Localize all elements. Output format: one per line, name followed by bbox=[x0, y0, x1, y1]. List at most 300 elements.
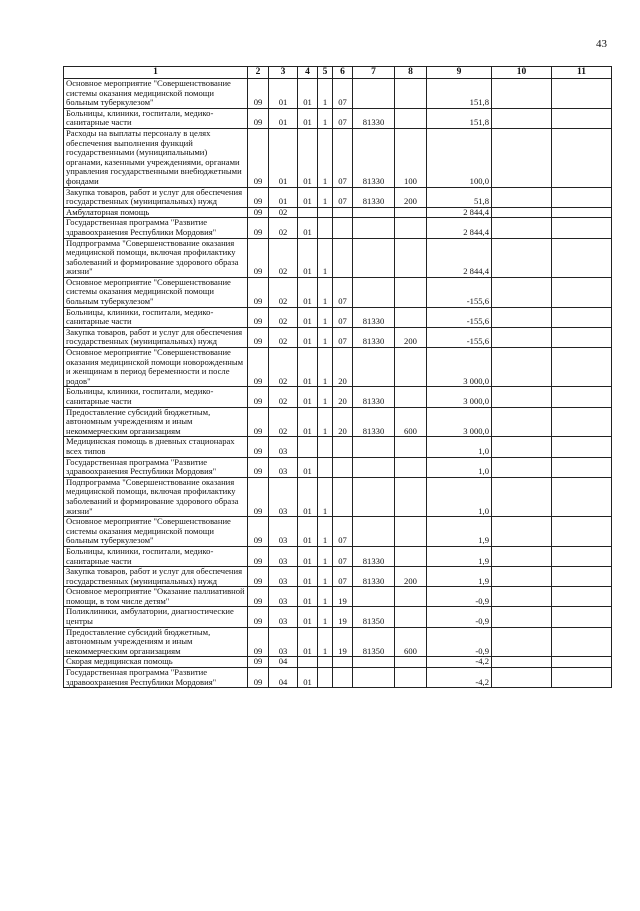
cell-expense-type bbox=[395, 108, 427, 128]
cell-name: Основное мероприятие "Совершенствование оказания медицинской помощи новорожденным и женщинам в период беременности и после родов" bbox=[64, 348, 248, 387]
col-header-5: 5 bbox=[318, 67, 333, 79]
cell-col-11 bbox=[552, 627, 612, 657]
table-row bbox=[64, 407, 612, 437]
cell-subprogram: 1 bbox=[318, 407, 333, 437]
cell-expense-type bbox=[395, 477, 427, 516]
cell-program: 01 bbox=[298, 607, 318, 627]
cell-subprogram bbox=[318, 657, 333, 668]
cell-subsection: 02 bbox=[269, 277, 298, 307]
cell-subsection: 04 bbox=[269, 668, 298, 688]
cell-event bbox=[333, 668, 353, 688]
cell-col-11 bbox=[552, 657, 612, 668]
cell-subsection: 01 bbox=[269, 79, 298, 109]
cell-col-11 bbox=[552, 79, 612, 109]
cell-name: Скорая медицинская помощь bbox=[64, 657, 248, 668]
cell-subprogram: 1 bbox=[318, 517, 333, 547]
cell-event bbox=[333, 457, 353, 477]
cell-program: 01 bbox=[298, 128, 318, 187]
cell-section: 09 bbox=[248, 567, 269, 587]
table-row bbox=[64, 546, 612, 566]
table-row bbox=[64, 607, 612, 627]
cell-target-article: 81330 bbox=[353, 567, 395, 587]
col-header-2: 2 bbox=[248, 67, 269, 79]
cell-subprogram: 1 bbox=[318, 477, 333, 516]
table-row bbox=[64, 218, 612, 238]
cell-subsection: 02 bbox=[269, 238, 298, 277]
table-row bbox=[64, 238, 612, 277]
cell-program: 01 bbox=[298, 327, 318, 347]
cell-col-10 bbox=[492, 668, 552, 688]
cell-subprogram bbox=[318, 437, 333, 457]
cell-event: 07 bbox=[333, 546, 353, 566]
cell-program: 01 bbox=[298, 407, 318, 437]
cell-col-11 bbox=[552, 437, 612, 457]
col-header-3: 3 bbox=[269, 67, 298, 79]
cell-expense-type bbox=[395, 238, 427, 277]
cell-subsection: 01 bbox=[269, 108, 298, 128]
table-row bbox=[64, 207, 612, 218]
cell-subsection: 03 bbox=[269, 477, 298, 516]
cell-col-10 bbox=[492, 477, 552, 516]
cell-target-article: 81330 bbox=[353, 387, 395, 407]
cell-target-article: 81330 bbox=[353, 128, 395, 187]
cell-name: Расходы на выплаты персоналу в целях обеспечения выполнения функций государственными (муниципальными) органами, казенными учреждениями, органами управления государственными внебюджетными фондами bbox=[64, 128, 248, 187]
cell-expense-type bbox=[395, 457, 427, 477]
cell-amount: -155,6 bbox=[427, 327, 492, 347]
cell-expense-type: 200 bbox=[395, 567, 427, 587]
cell-expense-type bbox=[395, 437, 427, 457]
cell-program: 01 bbox=[298, 567, 318, 587]
cell-subsection: 02 bbox=[269, 407, 298, 437]
cell-event bbox=[333, 238, 353, 277]
col-header-7: 7 bbox=[353, 67, 395, 79]
cell-subprogram: 1 bbox=[318, 627, 333, 657]
table-row bbox=[64, 668, 612, 688]
cell-expense-type bbox=[395, 79, 427, 109]
cell-program: 01 bbox=[298, 218, 318, 238]
cell-section: 09 bbox=[248, 477, 269, 516]
cell-section: 09 bbox=[248, 627, 269, 657]
table-row bbox=[64, 657, 612, 668]
cell-program: 01 bbox=[298, 238, 318, 277]
cell-event bbox=[333, 477, 353, 516]
cell-subsection: 03 bbox=[269, 567, 298, 587]
cell-name: Закупка товаров, работ и услуг для обеспечения государственных (муниципальных) нужд bbox=[64, 327, 248, 347]
cell-expense-type bbox=[395, 546, 427, 566]
cell-subprogram: 1 bbox=[318, 567, 333, 587]
cell-event: 07 bbox=[333, 307, 353, 327]
cell-target-article bbox=[353, 218, 395, 238]
table-row bbox=[64, 567, 612, 587]
col-header-11: 11 bbox=[552, 67, 612, 79]
cell-subsection: 02 bbox=[269, 307, 298, 327]
col-header-10: 10 bbox=[492, 67, 552, 79]
table-row bbox=[64, 187, 612, 207]
cell-section: 09 bbox=[248, 277, 269, 307]
cell-amount: 151,8 bbox=[427, 108, 492, 128]
cell-name: Больницы, клиники, госпитали, медико-санитарные части bbox=[64, 108, 248, 128]
cell-subsection: 02 bbox=[269, 327, 298, 347]
cell-col-11 bbox=[552, 477, 612, 516]
cell-expense-type: 200 bbox=[395, 187, 427, 207]
cell-section: 09 bbox=[248, 348, 269, 387]
cell-amount: -4,2 bbox=[427, 657, 492, 668]
cell-col-10 bbox=[492, 546, 552, 566]
cell-col-11 bbox=[552, 207, 612, 218]
cell-program: 01 bbox=[298, 79, 318, 109]
cell-section: 09 bbox=[248, 307, 269, 327]
cell-target-article bbox=[353, 457, 395, 477]
cell-event: 07 bbox=[333, 128, 353, 187]
cell-subprogram bbox=[318, 457, 333, 477]
table-row bbox=[64, 108, 612, 128]
cell-col-11 bbox=[552, 348, 612, 387]
cell-amount: 1,9 bbox=[427, 567, 492, 587]
cell-section: 09 bbox=[248, 128, 269, 187]
cell-program: 01 bbox=[298, 187, 318, 207]
cell-event: 07 bbox=[333, 517, 353, 547]
cell-expense-type bbox=[395, 207, 427, 218]
cell-col-10 bbox=[492, 187, 552, 207]
cell-subsection: 04 bbox=[269, 657, 298, 668]
cell-col-11 bbox=[552, 218, 612, 238]
cell-name: Основное мероприятие "Совершенствование системы оказания медицинской помощи больным туберкулезом" bbox=[64, 277, 248, 307]
cell-target-article bbox=[353, 517, 395, 547]
cell-program: 01 bbox=[298, 307, 318, 327]
table-row bbox=[64, 457, 612, 477]
cell-col-10 bbox=[492, 587, 552, 607]
cell-amount: -155,6 bbox=[427, 307, 492, 327]
cell-subprogram: 1 bbox=[318, 79, 333, 109]
cell-col-11 bbox=[552, 567, 612, 587]
cell-subsection: 01 bbox=[269, 128, 298, 187]
cell-section: 09 bbox=[248, 587, 269, 607]
cell-section: 09 bbox=[248, 607, 269, 627]
cell-amount: 1,0 bbox=[427, 457, 492, 477]
cell-expense-type bbox=[395, 517, 427, 547]
cell-subsection: 03 bbox=[269, 517, 298, 547]
cell-col-11 bbox=[552, 307, 612, 327]
table-row bbox=[64, 307, 612, 327]
cell-expense-type bbox=[395, 307, 427, 327]
cell-event: 07 bbox=[333, 277, 353, 307]
cell-program: 01 bbox=[298, 668, 318, 688]
cell-target-article bbox=[353, 277, 395, 307]
cell-target-article bbox=[353, 207, 395, 218]
cell-name: Государственная программа "Развитие здравоохранения Республики Мордовия" bbox=[64, 457, 248, 477]
cell-subsection: 02 bbox=[269, 348, 298, 387]
cell-target-article bbox=[353, 657, 395, 668]
cell-amount: 100,0 bbox=[427, 128, 492, 187]
cell-amount: 3 000,0 bbox=[427, 387, 492, 407]
cell-col-10 bbox=[492, 207, 552, 218]
cell-col-11 bbox=[552, 607, 612, 627]
cell-event: 07 bbox=[333, 108, 353, 128]
cell-expense-type bbox=[395, 387, 427, 407]
cell-name: Основное мероприятие "Оказание паллиативной помощи, в том числе детям" bbox=[64, 587, 248, 607]
col-header-9: 9 bbox=[427, 67, 492, 79]
cell-section: 09 bbox=[248, 407, 269, 437]
cell-event: 19 bbox=[333, 627, 353, 657]
cell-program: 01 bbox=[298, 348, 318, 387]
cell-amount: 2 844,4 bbox=[427, 207, 492, 218]
cell-expense-type bbox=[395, 218, 427, 238]
cell-col-10 bbox=[492, 407, 552, 437]
cell-program: 01 bbox=[298, 108, 318, 128]
cell-subprogram: 1 bbox=[318, 387, 333, 407]
cell-expense-type: 100 bbox=[395, 128, 427, 187]
table-row bbox=[64, 277, 612, 307]
cell-col-10 bbox=[492, 277, 552, 307]
cell-col-10 bbox=[492, 238, 552, 277]
cell-section: 09 bbox=[248, 657, 269, 668]
cell-program: 01 bbox=[298, 457, 318, 477]
cell-subsection: 03 bbox=[269, 437, 298, 457]
cell-subprogram bbox=[318, 218, 333, 238]
cell-amount: 51,8 bbox=[427, 187, 492, 207]
cell-subsection: 03 bbox=[269, 457, 298, 477]
cell-section: 09 bbox=[248, 546, 269, 566]
cell-section: 09 bbox=[248, 238, 269, 277]
cell-section: 09 bbox=[248, 79, 269, 109]
cell-col-10 bbox=[492, 567, 552, 587]
cell-expense-type: 600 bbox=[395, 407, 427, 437]
table-row bbox=[64, 627, 612, 657]
cell-event: 07 bbox=[333, 327, 353, 347]
cell-subprogram: 1 bbox=[318, 348, 333, 387]
cell-event: 19 bbox=[333, 587, 353, 607]
cell-subprogram bbox=[318, 668, 333, 688]
cell-program: 01 bbox=[298, 477, 318, 516]
col-header-6: 6 bbox=[333, 67, 353, 79]
cell-program: 01 bbox=[298, 277, 318, 307]
cell-program: 01 bbox=[298, 587, 318, 607]
cell-name: Больницы, клиники, госпитали, медико-санитарные части bbox=[64, 307, 248, 327]
cell-event: 07 bbox=[333, 567, 353, 587]
cell-name: Поликлиники, амбулатории, диагностические центры bbox=[64, 607, 248, 627]
cell-subprogram: 1 bbox=[318, 277, 333, 307]
cell-expense-type: 600 bbox=[395, 627, 427, 657]
cell-subsection: 03 bbox=[269, 546, 298, 566]
cell-event bbox=[333, 437, 353, 457]
cell-col-11 bbox=[552, 238, 612, 277]
cell-col-10 bbox=[492, 457, 552, 477]
cell-section: 09 bbox=[248, 207, 269, 218]
cell-name: Закупка товаров, работ и услуг для обеспечения государственных (муниципальных) нужд bbox=[64, 187, 248, 207]
cell-col-10 bbox=[492, 128, 552, 187]
table-row bbox=[64, 437, 612, 457]
cell-subprogram: 1 bbox=[318, 108, 333, 128]
cell-target-article: 81330 bbox=[353, 307, 395, 327]
cell-col-10 bbox=[492, 327, 552, 347]
cell-subsection: 02 bbox=[269, 387, 298, 407]
cell-subprogram: 1 bbox=[318, 327, 333, 347]
cell-expense-type bbox=[395, 657, 427, 668]
cell-event: 20 bbox=[333, 348, 353, 387]
cell-col-11 bbox=[552, 407, 612, 437]
cell-name: Подпрограмма "Совершенствование оказания медицинской помощи, включая профилактику заболеваний и формирование здорового образа жизни" bbox=[64, 238, 248, 277]
col-header-1: 1 bbox=[64, 67, 248, 79]
cell-col-11 bbox=[552, 277, 612, 307]
cell-expense-type: 200 bbox=[395, 327, 427, 347]
cell-col-11 bbox=[552, 668, 612, 688]
cell-col-10 bbox=[492, 387, 552, 407]
cell-expense-type bbox=[395, 607, 427, 627]
cell-target-article bbox=[353, 437, 395, 457]
col-header-8: 8 bbox=[395, 67, 427, 79]
cell-section: 09 bbox=[248, 108, 269, 128]
cell-section: 09 bbox=[248, 517, 269, 547]
cell-amount: -0,9 bbox=[427, 587, 492, 607]
cell-section: 09 bbox=[248, 218, 269, 238]
cell-name: Больницы, клиники, госпитали, медико-санитарные части bbox=[64, 546, 248, 566]
table-row bbox=[64, 128, 612, 187]
cell-subprogram bbox=[318, 207, 333, 218]
cell-target-article bbox=[353, 79, 395, 109]
cell-name: Амбулаторная помощь bbox=[64, 207, 248, 218]
cell-name: Государственная программа "Развитие здравоохранения Республики Мордовия" bbox=[64, 668, 248, 688]
cell-program bbox=[298, 657, 318, 668]
cell-amount: 1,9 bbox=[427, 546, 492, 566]
cell-target-article: 81330 bbox=[353, 108, 395, 128]
cell-expense-type bbox=[395, 277, 427, 307]
cell-event: 19 bbox=[333, 607, 353, 627]
table-row bbox=[64, 587, 612, 607]
cell-col-11 bbox=[552, 517, 612, 547]
cell-name: Больницы, клиники, госпитали, медико-санитарные части bbox=[64, 387, 248, 407]
cell-expense-type bbox=[395, 587, 427, 607]
cell-target-article bbox=[353, 668, 395, 688]
cell-subsection: 02 bbox=[269, 207, 298, 218]
page-number: 43 bbox=[596, 38, 607, 50]
cell-target-article: 81330 bbox=[353, 546, 395, 566]
cell-amount: 2 844,4 bbox=[427, 218, 492, 238]
cell-subprogram: 1 bbox=[318, 187, 333, 207]
cell-name: Предоставление субсидий бюджетным, автономным учреждениям и иным некоммерческим организациям bbox=[64, 627, 248, 657]
budget-table bbox=[63, 66, 612, 688]
cell-amount: -4,2 bbox=[427, 668, 492, 688]
cell-amount: -0,9 bbox=[427, 627, 492, 657]
cell-col-11 bbox=[552, 108, 612, 128]
cell-program: 01 bbox=[298, 627, 318, 657]
cell-program: 01 bbox=[298, 517, 318, 547]
cell-name: Медицинская помощь в дневных стационарах всех типов bbox=[64, 437, 248, 457]
cell-expense-type bbox=[395, 668, 427, 688]
cell-name: Основное мероприятие "Совершенствование системы оказания медицинской помощи больным туберкулезом" bbox=[64, 79, 248, 109]
cell-name: Предоставление субсидий бюджетным, автономным учреждениям и иным некоммерческим организациям bbox=[64, 407, 248, 437]
cell-section: 09 bbox=[248, 387, 269, 407]
cell-col-10 bbox=[492, 657, 552, 668]
cell-event bbox=[333, 207, 353, 218]
cell-section: 09 bbox=[248, 437, 269, 457]
cell-section: 09 bbox=[248, 187, 269, 207]
cell-name: Государственная программа "Развитие здравоохранения Республики Мордовия" bbox=[64, 218, 248, 238]
cell-name: Закупка товаров, работ и услуг для обеспечения государственных (муниципальных) нужд bbox=[64, 567, 248, 587]
cell-target-article: 81350 bbox=[353, 627, 395, 657]
cell-col-10 bbox=[492, 79, 552, 109]
cell-col-11 bbox=[552, 128, 612, 187]
cell-target-article: 81330 bbox=[353, 407, 395, 437]
cell-col-11 bbox=[552, 387, 612, 407]
cell-event: 20 bbox=[333, 387, 353, 407]
cell-col-11 bbox=[552, 546, 612, 566]
cell-amount: 3 000,0 bbox=[427, 407, 492, 437]
cell-subprogram: 1 bbox=[318, 587, 333, 607]
cell-event bbox=[333, 218, 353, 238]
cell-col-10 bbox=[492, 218, 552, 238]
cell-col-11 bbox=[552, 587, 612, 607]
cell-subsection: 03 bbox=[269, 607, 298, 627]
cell-event: 07 bbox=[333, 187, 353, 207]
table-row bbox=[64, 348, 612, 387]
cell-amount: 3 000,0 bbox=[427, 348, 492, 387]
cell-section: 09 bbox=[248, 668, 269, 688]
cell-amount: 151,8 bbox=[427, 79, 492, 109]
cell-col-10 bbox=[492, 517, 552, 547]
cell-expense-type bbox=[395, 348, 427, 387]
table-row bbox=[64, 327, 612, 347]
cell-subprogram: 1 bbox=[318, 546, 333, 566]
cell-program: 01 bbox=[298, 546, 318, 566]
cell-section: 09 bbox=[248, 457, 269, 477]
cell-target-article: 81350 bbox=[353, 607, 395, 627]
header-row bbox=[64, 67, 612, 79]
cell-col-11 bbox=[552, 327, 612, 347]
cell-col-10 bbox=[492, 348, 552, 387]
table-row bbox=[64, 79, 612, 109]
col-header-4: 4 bbox=[298, 67, 318, 79]
cell-target-article bbox=[353, 348, 395, 387]
cell-amount: 1,0 bbox=[427, 437, 492, 457]
cell-subprogram: 1 bbox=[318, 238, 333, 277]
cell-subprogram: 1 bbox=[318, 307, 333, 327]
cell-event: 07 bbox=[333, 79, 353, 109]
cell-subprogram: 1 bbox=[318, 128, 333, 187]
cell-col-10 bbox=[492, 108, 552, 128]
cell-amount: 1,9 bbox=[427, 517, 492, 547]
cell-target-article bbox=[353, 477, 395, 516]
cell-subsection: 03 bbox=[269, 627, 298, 657]
cell-subsection: 02 bbox=[269, 218, 298, 238]
cell-target-article: 81330 bbox=[353, 327, 395, 347]
table-row bbox=[64, 387, 612, 407]
cell-subsection: 01 bbox=[269, 187, 298, 207]
cell-amount: 2 844,4 bbox=[427, 238, 492, 277]
cell-amount: -0,9 bbox=[427, 607, 492, 627]
cell-amount: -155,6 bbox=[427, 277, 492, 307]
cell-col-11 bbox=[552, 457, 612, 477]
cell-target-article bbox=[353, 238, 395, 277]
cell-amount: 1,0 bbox=[427, 477, 492, 516]
cell-target-article: 81330 bbox=[353, 187, 395, 207]
cell-event bbox=[333, 657, 353, 668]
cell-program bbox=[298, 207, 318, 218]
cell-subprogram: 1 bbox=[318, 607, 333, 627]
cell-section: 09 bbox=[248, 327, 269, 347]
table-row bbox=[64, 517, 612, 547]
cell-program bbox=[298, 437, 318, 457]
cell-name: Подпрограмма "Совершенствование оказания медицинской помощи, включая профилактику заболеваний и формирование здорового образа жизни" bbox=[64, 477, 248, 516]
cell-col-10 bbox=[492, 627, 552, 657]
cell-subsection: 03 bbox=[269, 587, 298, 607]
cell-col-10 bbox=[492, 607, 552, 627]
cell-program: 01 bbox=[298, 387, 318, 407]
cell-col-10 bbox=[492, 437, 552, 457]
cell-target-article bbox=[353, 587, 395, 607]
cell-event: 20 bbox=[333, 407, 353, 437]
cell-name: Основное мероприятие "Совершенствование системы оказания медицинской помощи больным туберкулезом" bbox=[64, 517, 248, 547]
cell-col-11 bbox=[552, 187, 612, 207]
